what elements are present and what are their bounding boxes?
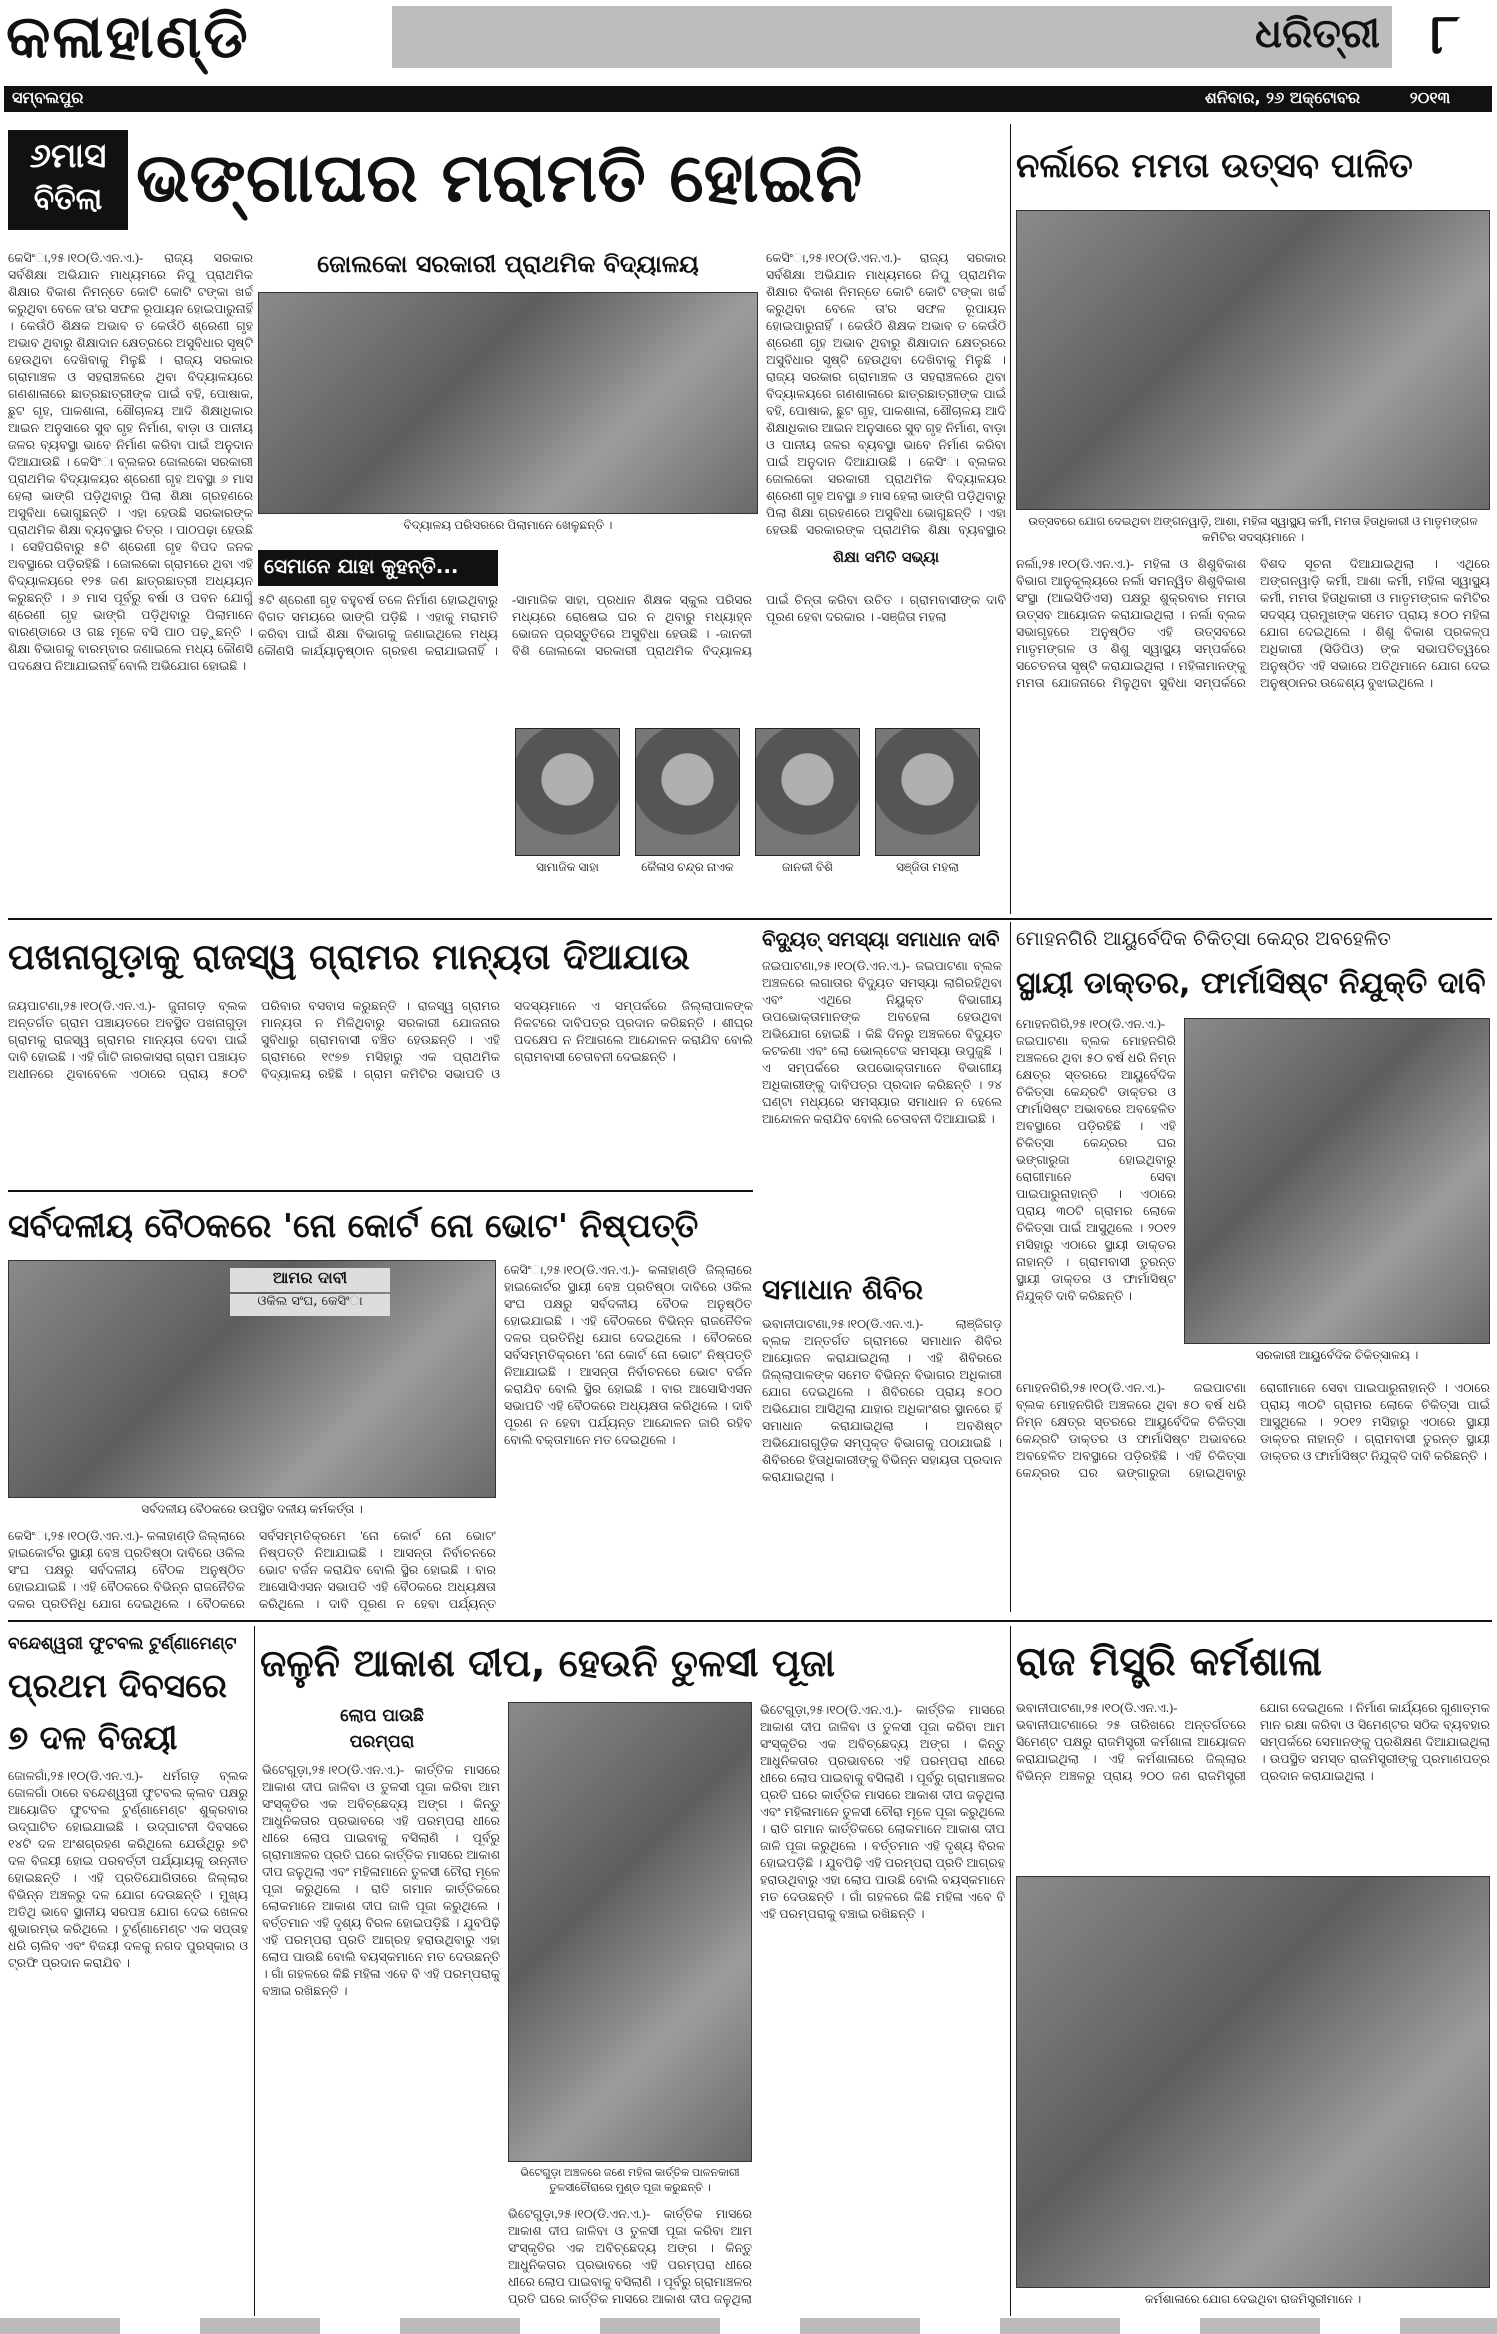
paper-name: କଳାହାଣ୍ଡି xyxy=(6,2,250,72)
column-divider xyxy=(1010,124,1011,914)
column-divider-3 xyxy=(254,1626,255,2316)
story6-photo-caption: ସର୍ବଦଳୀୟ ବୈଠକରେ ଉପସ୍ଥିତ ଦଳୀୟ କର୍ମକର୍ତ୍ତା । xyxy=(141,1502,363,1516)
story4-body: ଜଇପାଟଣା,୨୫।୧୦(ଡି.ଏନ.ଏ.)- ଜଇପାଟଣା ବ୍ଲକ ଅଞ୍ଚଳରେ ଲଗାତାର ବିଦ୍ୟୁତ ସମସ୍ୟା ଲାଗିରହିଥିବା ଏବଂ ଏଥିରେ ନିୟୁକ୍ତ ବିଭାଗୀୟ ଉପଭୋକ୍ତାମାନଙ୍କ ଅବହେଳା ହେଉଥିବା ଅଭିଯୋଗ ହୋଇଛି । କିଛି ଦିନରୁ ଅଞ୍ଚଳରେ ବିଦ୍ୟୁତ କଟକଣା ଏବଂ ଲୋ ଭୋଲ୍ଟେଜ ସମସ୍ୟା ଉପୁଜୁଛି । ଏ ସମ୍ପର୍କରେ ଉପଭୋକ୍ତାମାନେ ବିଭାଗୀୟ ଅଧିକାରୀଙ୍କୁ ଦାବିପତ୍ର ପ୍ରଦାନ କରିଛନ୍ତି । ୨୪ ଘଣ୍ଟା ମଧ୍ୟରେ ସମସ୍ୟାର ସମାଧାନ ନ ହେଲେ ଆନ୍ଦୋଳନ କରାଯିବ ବୋଲି ଚେତାବନୀ ଦିଆଯାଇଛି । xyxy=(762,959,1002,1126)
story10-headline: ରାଜ ମିସ୍ତ୍ରି କର୍ମଶାଳା xyxy=(1016,1639,1322,1685)
tulsi-puja-photo xyxy=(508,1702,752,2162)
divider-row1 xyxy=(8,918,1492,920)
portrait-2-name: କୈଳାସ ଚନ୍ଦ୍ର ନାଏକ xyxy=(641,860,734,874)
story3-body: ଜୟପାଟଣା,୨୫।୧୦(ଡି.ଏନ.ଏ.)- ଜୁନାଗଡ଼ ବ୍ଲକ ଅନ୍ତର୍ଗତ ଗ୍ରାମ ପଞ୍ଚାୟତରେ ଅବସ୍ଥିତ ପଖନାଗୁଡ଼ା ଗ୍ରାମକୁ ରାଜସ୍ୱ ଗ୍ରାମର ମାନ୍ୟତା ଦେବା ପାଇଁ ଦାବି ହୋଇଛି । ଏହି ଗାଁଟି ଜାରକାସରା ଗ୍ରାମ ପଞ୍ଚାୟତ ଅଧୀନରେ ଥିବାବେଳେ ଏଠାରେ ପ୍ରାୟ ୫୦ଟି ପରିବାର ବସବାସ କରୁଛନ୍ତି । ରାଜସ୍ୱ ଗ୍ରାମର ମାନ୍ୟତା ନ ମିଳିଥିବାରୁ ସରକାରୀ ଯୋଜନାର ସୁବିଧାରୁ ଗ୍ରାମବାସୀ ବଞ୍ଚିତ ହେଉଛନ୍ତି । ଏହି ଗ୍ରାମରେ ୧୯୭୭ ମସିହାରୁ ଏକ ପ୍ରାଥମିକ ବିଦ୍ୟାଳୟ ରହିଛି । ଗ୍ରାମ କମିଟିର ସଭାପତି ଓ ସଦସ୍ୟମାନେ ଏ ସମ୍ପର୍କରେ ଜିଲ୍ଲାପାଳଙ୍କ ନିକଟରେ ଦାବିପତ୍ର ପ୍ରଦାନ କରିଛନ୍ତି । ଶୀଘ୍ର ପଦକ୍ଷେପ ନ ନିଆଗଲେ ଆନ୍ଦୋଳନ କରାଯିବ ବୋଲି ଗ୍ରାମବାସୀ ଚେତାବନୀ ଦେଇଛନ୍ତି । xyxy=(8,999,753,1081)
story9-body-left: ଭିଟେଗୁଡ଼ା,୨୫।୧୦(ଡି.ଏନ.ଏ.)- କାର୍ତ୍ତିକ ମାସରେ ଆକାଶ ଦୀପ ଜାଳିବା ଓ ତୁଳସୀ ପୂଜା କରିବା ଆମ ସଂସ୍କୃତିର ଏକ ଅବିଚ୍ଛେଦ୍ୟ ଅଙ୍ଗ । କିନ୍ତୁ ଆଧୁନିକତାର ପ୍ରଭାବରେ ଏହି ପରମ୍ପରା ଧୀରେ ଧୀରେ ଲୋପ ପାଇବାକୁ ବସିଲାଣି । ପୂର୍ବରୁ ଗ୍ରାମାଞ୍ଚଳର ପ୍ରତି ଘରେ କାର୍ତ୍ତିକ ମାସରେ ଆକାଶ ଦୀପ ଜଳୁଥିଲା ଏବଂ ମହିଳାମାନେ ତୁଳସୀ ଚୌରା ମୂଳେ ପୂଜା କରୁଥିଲେ । ରାତି ଗମାନ କାର୍ତ୍ତିକରେ ଲୋକମାନେ ଆକାଶ ଦୀପ ଜାଳି ପୂଜା କରୁଥିଲେ । ବର୍ତ୍ତମାନ ଏହି ଦୃଶ୍ୟ ବିରଳ ହୋଇପଡ଼ିଛି । ଯୁବପିଢ଼ି ଏହି ପରମ୍ପରା ପ୍ରତି ଆଗ୍ରହ ହରାଉଥିବାରୁ ଏହା ଲୋପ ପାଉଛି ବୋଲି ବୟସ୍କମାନେ ମତ ଦେଉଛନ୍ତି । ଗାଁ ଗହଳରେ କିଛି ମହିଳା ଏବେ ବି ଏହି ପରମ୍ପରାକୁ ବଞ୍ଚାଇ ରଖିଛନ୍ତି । xyxy=(262,1763,500,1998)
story9-subhead-1: ଲୋପ ପାଉଛି xyxy=(340,1706,424,1726)
story1-body-right: କେସିଂା,୨୫।୧୦(ଡି.ଏନ.ଏ.)- ରାଜ୍ୟ ସରକାର ସର୍ବଶିକ୍ଷା ଅଭିଯାନ ମାଧ୍ୟମରେ ନିପୁ ପ୍ରାଥମିକ ଶିକ୍ଷାର ବିକାଶ ନିମନ୍ତେ କୋଟି କୋଟି ଟଙ୍କା ଖର୍ଚ୍ଚ କରୁଥିବା ବେଳେ ତା'ର ସଫଳ ରୂପାୟନ ହୋଇପାରୁନାହିଁ । କେଉଁଠି ଶିକ୍ଷକ ଅଭାବ ତ କେଉଁଠି ଶ୍ରେଣୀ ଗୃହ ଅଭାବ ଥିବାରୁ ଶିକ୍ଷାଦାନ କ୍ଷେତ୍ରରେ ଅସୁବିଧାର ସୃଷ୍ଟି ହେଉଥିବା ଦେଖିବାକୁ ମିଳୁଛି । ରାଜ୍ୟ ସରକାର ଗ୍ରାମାଞ୍ଚଳ ଓ ସହରାଞ୍ଚଳରେ ଥିବା ବିଦ୍ୟାଳୟରେ ଗଣଶାଳାରେ ଛାତ୍ରଛାତ୍ରୀଙ୍କ ପାଇଁ ବହି, ପୋଷାକ, ଛୁଟ ଗୃହ, ପାକଶାଳା, ଶୌଚାଳୟ ଆଦି ଶିକ୍ଷାଧିକାର ଆଇନ ଅନୁସାରେ ସୁବ ଗୃହ ନିର୍ମାଣ, ବାଡ଼ା ଓ ପାନୀୟ ଜଳର ବ୍ୟବସ୍ଥା ଭାବେ ନିର୍ମାଣ କରିବା ପାଇଁ ଅନୁଦାନ ଦିଆଯାଉଛି । କେସିଂା ବ୍ଲକର ଜୋଲକୋ ସରକାରୀ ପ୍ରାଥମିକ ବିଦ୍ୟାଳୟର ଶ୍ରେଣୀ ଗୃହ ଅବସ୍ଥା ୬ ମାସ ହେଲା ଭାଙ୍ଗି ପଡ଼ିଥିବାରୁ ପିଲା ଶିକ୍ଷା ଗ୍ରହଣରେ ଅସୁବିଧା ଭୋଗୁଛନ୍ତି । ଏହା ହେଉଛି ସରକାରଙ୍କ ପ୍ରାଥମିକ ଶିକ୍ଷା ବ୍ୟବସ୍ଥାର xyxy=(766,251,1006,537)
banner-line2: ଓକିଲ ସଂଘ, କେସିଂା xyxy=(230,1294,390,1316)
story8-headline-2: ୭ ଦଳ ବିଜୟୀ xyxy=(8,1718,178,1757)
story5-kicker: ମୋହନଗିରି ଆୟୁର୍ବେଦିକ ଚିକିତ୍ସା କେନ୍ଦ୍ର ଅବହେଳିତ xyxy=(1016,928,1391,950)
date-label: ଶନିବାର, ୨୬ ଅକ୍ଟୋବର xyxy=(1204,88,1360,107)
story3-headline: ପଖନାଗୁଡ଼ାକୁ ରାଜସ୍ୱ ଗ୍ରାମର ମାନ୍ୟତା ଦିଆଯାଉ xyxy=(8,937,690,978)
story7-body: ଭବାନୀପାଟଣା,୨୫।୧୦(ଡି.ଏନ.ଏ.)- ଲାଞ୍ଜିଗଡ଼ ବ୍ଲକ ଅନ୍ତର୍ଗତ ଗ୍ରାମରେ ସମାଧାନ ଶିବିର ଆୟୋଜନ କରାଯାଇଥିଲା । ଏହି ଶିବିରରେ ଜିଲ୍ଲାପାଳଙ୍କ ସମେତ ବିଭିନ୍ନ ବିଭାଗର ଅଧିକାରୀ ଯୋଗ ଦେଇଥିଲେ । ଶିବିରରେ ପ୍ରାୟ ୫୦୦ ଅଭିଯୋଗ ଆସିଥିଲା ଯାହାର ଅଧିକାଂଶର ସ୍ଥାନରେ ହିଁ ସମାଧାନ କରାଯାଇଥିଲା । ଅବଶିଷ୍ଟ ଅଭିଯୋଗଗୁଡ଼ିକ ସମ୍ପୃକ୍ତ ବିଭାଗକୁ ପଠାଯାଇଛି । ଶିବିରରେ ହିତାଧିକାରୀଙ୍କୁ ବିଭିନ୍ନ ସହାୟତା ପ୍ରଦାନ କରାଯାଇଥିଲା । xyxy=(762,1317,1002,1484)
edition-label: ସମ୍ବଲପୁର xyxy=(12,88,84,107)
banner-line1: ଆମର ଦାବୀ xyxy=(230,1268,390,1292)
story1-kicker-line1: ୬ମାସ xyxy=(29,136,107,176)
quotes-right-header: ଶିକ୍ଷା ସମିତି ସଭ୍ୟା xyxy=(832,548,940,566)
portrait-4-name: ସଞ୍ଜିତା ମହଲା xyxy=(896,860,959,874)
story9-body-mid: ଭିଟେଗୁଡ଼ା,୨୫।୧୦(ଡି.ଏନ.ଏ.)- କାର୍ତ୍ତିକ ମାସରେ ଆକାଶ ଦୀପ ଜାଳିବା ଓ ତୁଳସୀ ପୂଜା କରିବା ଆମ ସଂସ୍କୃତିର ଏକ ଅବିଚ୍ଛେଦ୍ୟ ଅଙ୍ଗ । କିନ୍ତୁ ଆଧୁନିକତାର ପ୍ରଭାବରେ ଏହି ପରମ୍ପରା ଧୀରେ ଧୀରେ ଲୋପ ପାଇବାକୁ ବସିଲାଣି । ପୂର୍ବରୁ ଗ୍ରାମାଞ୍ଚଳର ପ୍ରତି ଘରେ କାର୍ତ୍ତିକ ମାସରେ ଆକାଶ ଦୀପ ଜଳୁଥିଲା xyxy=(508,2207,752,2306)
story8-body: ଜୋଳଗାଁ,୨୫।୧୦(ଡି.ଏନ.ଏ.)- ଧର୍ମଗଡ଼ ବ୍ଲକ ଜୋଳଗାଁ ଠାରେ ବନ୍ଦେଶ୍ୱରୀ ଫୁଟବଲ କ୍ଲବ ପକ୍ଷରୁ ଆୟୋଜିତ ଫୁଟବଲ ଟୁର୍ଣ୍ଣାମେଣ୍ଟ ଶୁକ୍ରବାର ଉଦ୍‌ଘାଟିତ ହୋଇଯାଇଛି । ଉଦ୍‌ଘାଟନୀ ଦିବସରେ ୧୪ଟି ଦଳ ଅଂଶଗ୍ରହଣ କରିଥିଲେ ଯେଉଁଥିରୁ ୭ଟି ଦଳ ବିଜୟୀ ହୋଇ ପରବର୍ତ୍ତୀ ପର୍ଯ୍ୟାୟକୁ ଉନ୍ନୀତ ହୋଇଛନ୍ତି । ଏହି ପ୍ରତିଯୋଗିତାରେ ଜିଲ୍ଲାର ବିଭିନ୍ନ ଅଞ୍ଚଳରୁ ଦଳ ଯୋଗ ଦେଉଛନ୍ତି । ମୁଖ୍ୟ ଅତିଥି ଭାବେ ସ୍ଥାନୀୟ ସରପଞ୍ଚ ଯୋଗ ଦେଇ ଖେଳର ଶୁଭାରମ୍ଭ କରିଥିଲେ । ଟୁର୍ଣ୍ଣାମେଣ୍ଟ ଏକ ସପ୍ତାହ ଧରି ଚାଲିବ ଏବଂ ବିଜୟୀ ଦଳକୁ ନଗଦ ପୁରସ୍କାର ଓ ଟ୍ରଫି ପ୍ରଦାନ କରାଯିବ । xyxy=(8,1769,248,1970)
portrait-1-name: ସାମାଜିକ ସାହା xyxy=(536,860,599,874)
divider-row3 xyxy=(8,1620,1492,1622)
school-photo xyxy=(258,292,758,514)
clinic-photo xyxy=(1184,1018,1490,1344)
portrait-2 xyxy=(635,728,740,856)
divider-story6 xyxy=(8,1190,753,1192)
story4-headline: ବିଦ୍ୟୁତ୍ ସମସ୍ୟା ସମାଧାନ ଦାବି xyxy=(762,927,1000,951)
story9-body-right: ଭିଟେଗୁଡ଼ା,୨୫।୧୦(ଡି.ଏନ.ଏ.)- କାର୍ତ୍ତିକ ମାସରେ ଆକାଶ ଦୀପ ଜାଳିବା ଓ ତୁଳସୀ ପୂଜା କରିବା ଆମ ସଂସ୍କୃତିର ଏକ ଅବିଚ୍ଛେଦ୍ୟ ଅଙ୍ଗ । କିନ୍ତୁ ଆଧୁନିକତାର ପ୍ରଭାବରେ ଏହି ପରମ୍ପରା ଧୀରେ ଧୀରେ ଲୋପ ପାଇବାକୁ ବସିଲାଣି । ପୂର୍ବରୁ ଗ୍ରାମାଞ୍ଚଳର ପ୍ରତି ଘରେ କାର୍ତ୍ତିକ ମାସରେ ଆକାଶ ଦୀପ ଜଳୁଥିଲା ଏବଂ ମହିଳାମାନେ ତୁଳସୀ ଚୌରା ମୂଳେ ପୂଜା କରୁଥିଲେ । ରାତି ଗମାନ କାର୍ତ୍ତିକରେ ଲୋକମାନେ ଆକାଶ ଦୀପ ଜାଳି ପୂଜା କରୁଥିଲେ । ବର୍ତ୍ତମାନ ଏହି ଦୃଶ୍ୟ ବିରଳ ହୋଇପଡ଼ିଛି । ଯୁବପିଢ଼ି ଏହି ପରମ୍ପରା ପ୍ରତି ଆଗ୍ରହ ହରାଉଥିବାରୁ ଏହା ଲୋପ ପାଉଛି ବୋଲି ବୟସ୍କମାନେ ମତ ଦେଉଛନ୍ତି । ଗାଁ ଗହଳରେ କିଛି ମହିଳା ଏବେ ବି ଏହି ପରମ୍ପରାକୁ ବଞ୍ଚାଇ ରଖିଛନ୍ତି । xyxy=(760,1703,1005,1921)
story1-photo-label: ଜୋଲକୋ ସରକାରୀ ପ୍ରାଥମିକ ବିଦ୍ୟାଳୟ xyxy=(317,250,699,278)
section-label: ଧରିତ୍ରୀ xyxy=(1255,10,1380,57)
story1-headline: ଭଙ୍ଗାଘର ମରାମତି ହୋଇନି xyxy=(136,139,863,218)
bottom-rule xyxy=(0,2318,1497,2334)
portrait-3-name: ଜାନକୀ ବିଶି xyxy=(782,860,833,874)
quotes-body: ୫ଟି ଶ୍ରେଣୀ ଗୃହ ବହୁବର୍ଷ ତଳେ ନିର୍ମାଣ ହୋଇଥିବାରୁ ବିଗତ ସମୟରେ ଭାଙ୍ଗି ପଡ଼ିଛି । ଏହାକୁ ମରାମତି କରିବା ପାଇଁ ଶିକ୍ଷା ବିଭାଗକୁ ଜଣାଇଥିଲେ ମଧ୍ୟ କୌଣସି କାର୍ଯ୍ୟାନୁଷ୍ଠାନ ଗ୍ରହଣ କରାଯାଇନାହିଁ । -ସାମାଜିକ ସାହା, ପ୍ରଧାନ ଶିକ୍ଷକ ସ୍କୁଲ ପରିସର ମଧ୍ୟରେ ରୋଷେଇ ଘର ନ ଥିବାରୁ ମଧ୍ୟାହ୍ନ ଭୋଜନ ପ୍ରସ୍ତୁତିରେ ଅସୁବିଧା ହେଉଛି । -ଜାନକୀ ବିଶି ଜୋଲକୋ ସରକାରୀ ପ୍ରାଥମିକ ବିଦ୍ୟାଳୟ ପାଇଁ ଚିନ୍ତା କରିବା ଉଚିତ । ଗ୍ରାମବାସୀଙ୍କ ଦାବି ପୂରଣ ହେବା ଦରକାର । -ସଞ୍ଜିତା ମହଲା xyxy=(258,593,1006,658)
story1-kicker-line2: ବିତିଲା xyxy=(33,182,103,217)
story8-kicker: ବନ୍ଦେଶ୍ୱରୀ ଫୁଟବଲ ଟୁର୍ଣ୍ଣାମେଣ୍ଟ xyxy=(8,1634,237,1654)
story8-headline-1: ପ୍ରଥମ ଦିବସରେ xyxy=(8,1666,227,1705)
story6-body-right: କେସିଂା,୨୫।୧୦(ଡି.ଏନ.ଏ.)- କଳାହାଣ୍ଡି ଜିଲ୍ଲାରେ ହାଇକୋର୍ଟର ସ୍ଥାୟୀ ବେଞ୍ଚ ପ୍ରତିଷ୍ଠା ଦାବିରେ ଓକିଲ ସଂଘ ପକ୍ଷରୁ ସର୍ବଦଳୀୟ ବୈଠକ ଅନୁଷ୍ଠିତ ହୋଇଯାଇଛି । ଏହି ବୈଠକରେ ବିଭିନ୍ନ ରାଜନୈତିକ ଦଳର ପ୍ରତିନିଧି ଯୋଗ ଦେଇଥିଲେ । ବୈଠକରେ ସର୍ବସମ୍ମତିକ୍ରମେ 'ନୋ କୋର୍ଟ ନୋ ଭୋଟ' ନିଷ୍ପତ୍ତି ନିଆଯାଇଛି । ଆସନ୍ତା ନିର୍ବାଚନରେ ଭୋଟ ବର୍ଜନ କରାଯିବ ବୋଲି ସ୍ଥିର ହୋଇଛି । ବାର ଆସୋସିଏସନ ସଭାପତି ଏହି ବୈଠକରେ ଅଧ୍ୟକ୍ଷତା କରିଥିଲେ । ଦାବି ପୂରଣ ନ ହେବା ପର୍ଯ୍ୟନ୍ତ ଆନ୍ଦୋଳନ ଜାରି ରହିବ ବୋଲି ବକ୍ତାମାନେ ମତ ଦେଇଥିଲେ । xyxy=(504,1263,752,1447)
story1-photo-caption: ବିଦ୍ୟାଳୟ ପରିସରରେ ପିଲାମାନେ ଖେଳୁଛନ୍ତି । xyxy=(403,518,613,532)
festival-photo xyxy=(1016,210,1490,510)
portrait-3 xyxy=(755,728,860,856)
story2-body: ନର୍ଲା,୨୫।୧୦(ଡି.ଏନ.ଏ.)- ମହିଳା ଓ ଶିଶୁବିକାଶ ବିଭାଗ ଆନୁକୂଲ୍ୟରେ ନର୍ଲା ସମନ୍ୱିତ ଶିଶୁବିକାଶ ସଂସ୍ଥା (ଆଇସିଡିଏସ) ପକ୍ଷରୁ ଶୁକ୍ରବାର ମମତା ଉତ୍ସବ ଆୟୋଜନ କରାଯାଇଥିଲା । ନର୍ଲା ବ୍ଲକ ସଭାଗୃହରେ ଅନୁଷ୍ଠିତ ଏହି ଉତ୍ସବରେ ମାତୃମଙ୍ଗଳ ଓ ଶିଶୁ ସ୍ୱାସ୍ଥ୍ୟ ସମ୍ପର୍କରେ ସଚେତନତା ସୃଷ୍ଟି କରାଯାଇଥିଲା । ମହିଳାମାନଙ୍କୁ ମମତା ଯୋଜନାରେ ମିଳୁଥିବା ସୁବିଧା ସମ୍ପର୍କରେ ବିଶଦ ସୂଚନା ଦିଆଯାଇଥିଲା । ଏଥିରେ ଅଙ୍ଗନୱାଡ଼ି କର୍ମୀ, ଆଶା କର୍ମୀ, ମହିଳା ସ୍ୱାସ୍ଥ୍ୟ କର୍ମୀ, ମମତା ହିତାଧିକାରୀ ଓ ମାତୃମଙ୍ଗଳ କମିଟିର ସଦସ୍ୟ ପ୍ରମୁଖଙ୍କ ସମେତ ପ୍ରାୟ ୫୦୦ ମହିଳା ଯୋଗ ଦେଇଥିଲେ । ଶିଶୁ ବିକାଶ ପ୍ରକଳ୍ପ ଅଧିକାରୀ (ସିଡିପିଓ) ଙ୍କ ସଭାପତିତ୍ୱରେ ଅନୁଷ୍ଠିତ ଏହି ସଭାରେ ଅତିଥିମାନେ ଯୋଗ ଦେଇ ଅନୁଷ୍ଠାନର ଉଦ୍ଦେଶ୍ୟ ବୁଝାଇଥିଲେ । xyxy=(1016,557,1490,690)
portrait-1 xyxy=(515,728,620,856)
story6-headline: ସର୍ବଦଳୀୟ ବୈଠକରେ 'ନୋ କୋର୍ଟ ନୋ ଭୋଟ' ନିଷ୍ପତ୍ତି xyxy=(8,1206,699,1245)
story5-body-top: ମୋହନଗିରି,୨୫।୧୦(ଡି.ଏନ.ଏ.)- ଜଇପାଟଣା ବ୍ଲକ ମୋହନଗିରି ଅଞ୍ଚଳରେ ଥିବା ୫୦ ବର୍ଷ ଧରି ନିମ୍ନ କ୍ଷେତ୍ର ସ୍ତରରେ ଆୟୁର୍ବେଦିକ ଚିକିତ୍ସା କେନ୍ଦ୍ରଟି ଡାକ୍ତର ଓ ଫାର୍ମାସିଷ୍ଟ ଅଭାବରେ ଅବହେଳିତ ଅବସ୍ଥାରେ ପଡ଼ିରହିଛି । ଏହି ଚିକିତ୍ସା କେନ୍ଦ୍ରର ଘର ଭଙ୍ଗାରୁଜା ହୋଇଥିବାରୁ ରୋଗୀମାନେ ସେବା ପାଇପାରୁନାହାନ୍ତି । ଏଠାରେ ପ୍ରାୟ ୩୦ଟି ଗ୍ରାମର ଲୋକେ ଚିକିତ୍ସା ପାଇଁ ଆସୁଥିଲେ । ୨୦୧୨ ମସିହାରୁ ଏଠାରେ ସ୍ଥାୟୀ ଡାକ୍ତର ନାହାନ୍ତି । ଗ୍ରାମବାସୀ ତୁରନ୍ତ ସ୍ଥାୟୀ ଡାକ୍ତର ଓ ଫାର୍ମାସିଷ୍ଟ ନିଯୁକ୍ତି ଦାବି କରିଛନ୍ତି । xyxy=(1016,1017,1176,1303)
story10-body: ଭବାନୀପାଟଣା,୨୫।୧୦(ଡି.ଏନ.ଏ.)- ଭବାନୀପାଟଣାରେ ୨୫ ତାରିଖରେ ଅନ୍ତର୍ଗତରେ ସିମେଣ୍ଟ ପକ୍ଷରୁ ରାଜମିସ୍ତ୍ରୀ କର୍ମଶାଳା ଆୟୋଜନ କରାଯାଇଥିଲା । ଏହି କର୍ମଶାଳାରେ ଜିଲ୍ଲାର ବିଭିନ୍ନ ଅଞ୍ଚଳରୁ ପ୍ରାୟ ୨୦୦ ଜଣ ରାଜମିସ୍ତ୍ରୀ ଯୋଗ ଦେଇଥିଲେ । ନିର୍ମାଣ କାର୍ଯ୍ୟରେ ଗୁଣାତ୍ମକ ମାନ ରକ୍ଷା କରିବା ଓ ସିମେଣ୍ଟର ସଠିକ ବ୍ୟବହାର ସମ୍ପର୍କରେ ସେମାନଙ୍କୁ ପ୍ରଶିକ୍ଷଣ ଦିଆଯାଇଥିଲା । ଉପସ୍ଥିତ ସମସ୍ତ ରାଜମିସ୍ତ୍ରୀଙ୍କୁ ପ୍ରମାଣପତ୍ର ପ୍ରଦାନ କରାଯାଇଥିଲା । xyxy=(1016,1701,1490,1783)
column-divider-2 xyxy=(1010,922,1011,1612)
workshop-photo xyxy=(1016,1876,1490,2288)
story6-body-bottom: କେସିଂା,୨୫।୧୦(ଡି.ଏନ.ଏ.)- କଳାହାଣ୍ଡି ଜିଲ୍ଲାରେ ହାଇକୋର୍ଟର ସ୍ଥାୟୀ ବେଞ୍ଚ ପ୍ରତିଷ୍ଠା ଦାବିରେ ଓକିଲ ସଂଘ ପକ୍ଷରୁ ସର୍ବଦଳୀୟ ବୈଠକ ଅନୁଷ୍ଠିତ ହୋଇଯାଇଛି । ଏହି ବୈଠକରେ ବିଭିନ୍ନ ରାଜନୈତିକ ଦଳର ପ୍ରତିନିଧି ଯୋଗ ଦେଇଥିଲେ । ବୈଠକରେ ସର୍ବସମ୍ମତିକ୍ରମେ 'ନୋ କୋର୍ଟ ନୋ ଭୋଟ' ନିଷ୍ପତ୍ତି ନିଆଯାଇଛି । ଆସନ୍ତା ନିର୍ବାଚନରେ ଭୋଟ ବର୍ଜନ କରାଯିବ ବୋଲି ସ୍ଥିର ହୋଇଛି । ବାର ଆସୋସିଏସନ ସଭାପତି ଏହି ବୈଠକରେ ଅଧ୍ୟକ୍ଷତା କରିଥିଲେ । ଦାବି ପୂରଣ ନ ହେବା ପର୍ଯ୍ୟନ୍ତ xyxy=(8,1529,496,1611)
column-divider-4 xyxy=(1010,1626,1011,2316)
page-number: ୮ xyxy=(1430,2,1460,67)
story7-headline: ସମାଧାନ ଶିବିର xyxy=(762,1273,924,1306)
story5-headline: ସ୍ଥାୟୀ ଡାକ୍ତର, ଫାର୍ମାସିଷ୍ଟ ନିଯୁକ୍ତି ଦାବି xyxy=(1016,966,1486,1001)
story2-photo-caption: ଉତ୍ସବରେ ଯୋଗ ଦେଇଥିବା ଅଙ୍ଗନୱାଡ଼ି, ଆଶା, ମହିଳା ସ୍ୱାସ୍ଥ୍ୟ କର୍ମୀ, ମମତା ହିତାଧିକାରୀ ଓ ମାତୃମଙ୍ଗଳ କମିଟିର ସଦସ୍ୟମାନେ । xyxy=(1028,516,1478,544)
story2-headline: ନର୍ଲାରେ ମମତା ଉତ୍ସବ ପାଳିତ xyxy=(1016,146,1413,186)
story5-body-bottom: ମୋହନଗିରି,୨୫।୧୦(ଡି.ଏନ.ଏ.)- ଜଇପାଟଣା ବ୍ଲକ ମୋହନଗିରି ଅଞ୍ଚଳରେ ଥିବା ୫୦ ବର୍ଷ ଧରି ନିମ୍ନ କ୍ଷେତ୍ର ସ୍ତରରେ ଆୟୁର୍ବେଦିକ ଚିକିତ୍ସା କେନ୍ଦ୍ରଟି ଡାକ୍ତର ଓ ଫାର୍ମାସିଷ୍ଟ ଅଭାବରେ ଅବହେଳିତ ଅବସ୍ଥାରେ ପଡ଼ିରହିଛି । ଏହି ଚିକିତ୍ସା କେନ୍ଦ୍ରର ଘର ଭଙ୍ଗାରୁଜା ହୋଇଥିବାରୁ ରୋଗୀମାନେ ସେବା ପାଇପାରୁନାହାନ୍ତି । ଏଠାରେ ପ୍ରାୟ ୩୦ଟି ଗ୍ରାମର ଲୋକେ ଚିକିତ୍ସା ପାଇଁ ଆସୁଥିଲେ । ୨୦୧୨ ମସିହାରୁ ଏଠାରେ ସ୍ଥାୟୀ ଡାକ୍ତର ନାହାନ୍ତି । ଗ୍ରାମବାସୀ ତୁରନ୍ତ ସ୍ଥାୟୀ ଡାକ୍ତର ଓ ଫାର୍ମାସିଷ୍ଟ ନିଯୁକ୍ତି ଦାବି କରିଛନ୍ତି । xyxy=(1016,1381,1490,1480)
portrait-4 xyxy=(875,728,980,856)
story9-photo-caption: ଭିଟେଗୁଡ଼ା ଅଞ୍ଚଳରେ ଜଣେ ମହିଳା କାର୍ତ୍ତିକ ପାଳନକାରୀ ତୁଳସୀଚୌରାରେ ମୁଣ୍ଡ ପୂଜା କରୁଛନ୍ତି । xyxy=(520,2167,740,2194)
story1-body-left: କେସିଂା,୨୫।୧୦(ଡି.ଏନ.ଏ.)- ରାଜ୍ୟ ସରକାର ସର୍ବଶିକ୍ଷା ଅଭିଯାନ ମାଧ୍ୟମରେ ନିପୁ ପ୍ରାଥମିକ ଶିକ୍ଷାର ବିକାଶ ନିମନ୍ତେ କୋଟି କୋଟି ଟଙ୍କା ଖର୍ଚ୍ଚ କରୁଥିବା ବେଳେ ତା'ର ସଫଳ ରୂପାୟନ ହୋଇପାରୁନାହିଁ । କେଉଁଠି ଶିକ୍ଷକ ଅଭାବ ତ କେଉଁଠି ଶ୍ରେଣୀ ଗୃହ ଅଭାବ ଥିବାରୁ ଶିକ୍ଷାଦାନ କ୍ଷେତ୍ରରେ ଅସୁବିଧାର ସୃଷ୍ଟି ହେଉଥିବା ଦେଖିବାକୁ ମିଳୁଛି । ରାଜ୍ୟ ସରକାର ଗ୍ରାମାଞ୍ଚଳ ଓ ସହରାଞ୍ଚଳରେ ଥିବା ବିଦ୍ୟାଳୟରେ ଗଣଶାଳାରେ ଛାତ୍ରଛାତ୍ରୀଙ୍କ ପାଇଁ ବହି, ପୋଷାକ, ଛୁଟ ଗୃହ, ପାକଶାଳା, ଶୌଚାଳୟ ଆଦି ଶିକ୍ଷାଧିକାର ଆଇନ ଅନୁସାରେ ସୁବ ଗୃହ ନିର୍ମାଣ, ବାଡ଼ା ଓ ପାନୀୟ ଜଳର ବ୍ୟବସ୍ଥା ଭାବେ ନିର୍ମାଣ କରିବା ପାଇଁ ଅନୁଦାନ ଦିଆଯାଉଛି । କେସିଂା ବ୍ଲକର ଜୋଲକୋ ସରକାରୀ ପ୍ରାଥମିକ ବିଦ୍ୟାଳୟର ଶ୍ରେଣୀ ଗୃହ ଅବସ୍ଥା ୬ ମାସ ହେଲା ଭାଙ୍ଗି ପଡ଼ିଥିବାରୁ ପିଲା ଶିକ୍ଷା ଗ୍ରହଣରେ ଅସୁବିଧା ଭୋଗୁଛନ୍ତି । ଏହା ହେଉଛି ସରକାରଙ୍କ ପ୍ରାଥମିକ ଶିକ୍ଷା ବ୍ୟବସ୍ଥାର ଚିତ୍ର । ପାଠପଢ଼ା ହେଉଛି । ସେହିପରିବାରୁ ୫ଟି ଶ୍ରେଣୀ ଗୃହ ବିପଦ ଜନକ ଅବସ୍ଥାରେ ପଡ଼ିରହିଛି । ଜୋଲକୋ ଗ୍ରାମରେ ଥିବା ଏହି ବିଦ୍ୟାଳୟରେ ୧୨୫ ଜଣ ଛାତ୍ରଛାତ୍ରୀ ଅଧ୍ୟୟନ କରୁଛନ୍ତି । ୬ ମାସ ପୂର୍ବରୁ ବର୍ଷା ଓ ପବନ ଯୋଗୁଁ ଶ୍ରେଣୀ ଗୃହ ଭାଙ୍ଗି ପଡ଼ିଥିବାରୁ ପିଲାମାନେ ବାରଣ୍ଡାରେ ଓ ଗଛ ମୂଳେ ବସି ପାଠ ପଢ଼ୁଛନ୍ତି । ଶିକ୍ଷା ବିଭାଗକୁ ବାରମ୍ବାର ଜଣାଇଲେ ମଧ୍ୟ କୌଣସି ପଦକ୍ଷେପ ନିଆଯାଇନାହିଁ ବୋଲି ଅଭିଯୋଗ ହୋଇଛି । xyxy=(8,251,253,673)
story10-photo-caption: କର୍ମଶାଳାରେ ଯୋଗ ଦେଇଥିବା ରାଜମିସ୍ତ୍ରୀମାନେ । xyxy=(1144,2292,1362,2306)
year-label: ୨୦୧୩ xyxy=(1409,88,1451,107)
story9-subhead-2: ପରମ୍ପରା xyxy=(349,1732,415,1752)
story9-headline: ଜଳୁନି ଆକାଶ ଦୀପ, ହେଉନି ତୁଳସୀ ପୂଜା xyxy=(260,1641,836,1685)
quotes-header: ସେମାନେ ଯାହା କୁହନ୍ତି... xyxy=(264,554,459,578)
story5-photo-caption: ସରକାରୀ ଆୟୁର୍ବେଦିକ ଚିକିତ୍ସାଳୟ । xyxy=(1255,1348,1419,1362)
